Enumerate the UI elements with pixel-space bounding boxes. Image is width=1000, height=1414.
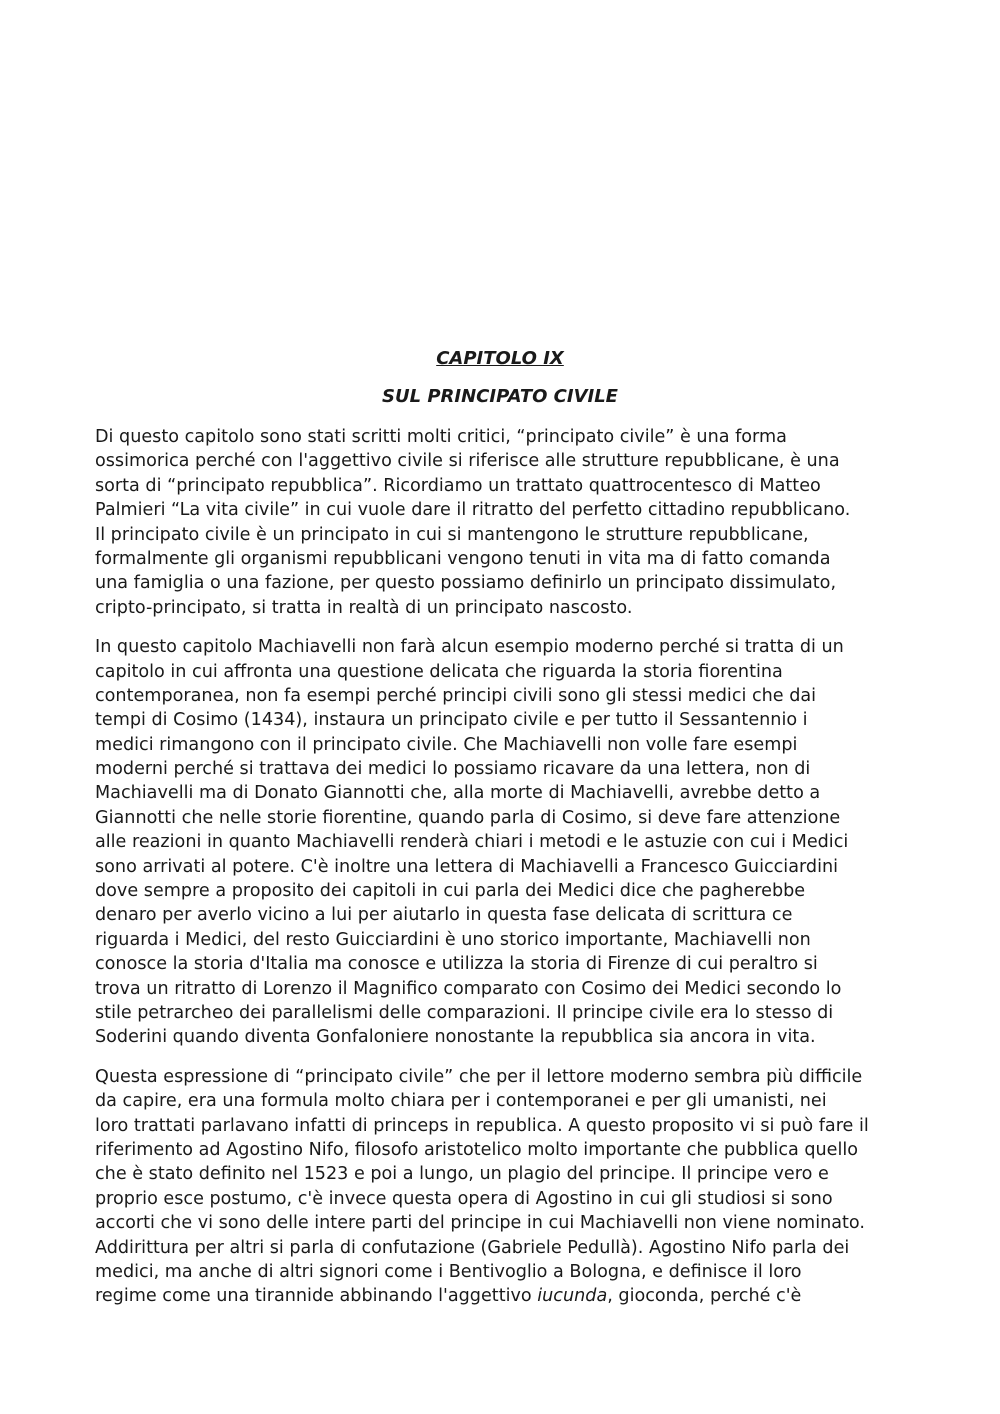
- paragraph-2: [95, 635, 915, 1050]
- body-text: [95, 425, 915, 1324]
- text-line: accorti che vi sono delle intere parti del principe in cui Machiavelli non viene nominato.: [95, 1213, 865, 1234]
- text-line: formalmente gli organismi repubblicani vengono tenuti in vita ma di fatto comanda: [95, 548, 831, 569]
- text-line: ossimorica perché con l'aggettivo civile si riferisce alle strutture repubblicane, è una: [95, 451, 840, 472]
- text-line: Palmieri “La vita civile” in cui vuole dare il ritratto del perfetto cittadino repubblicano.: [95, 500, 851, 521]
- text-line: medici rimangono con il principato civile. Che Machiavelli non volle fare esempi: [95, 734, 798, 755]
- text-line: capitolo in cui affronta una questione delicata che riguarda la storia fiorentina: [95, 661, 783, 682]
- text-line: proprio esce postumo, c'è invece questa opera di Agostino in cui gli studiosi si sono: [95, 1188, 833, 1209]
- text-line: contemporanea, non fa esempi perché principi civili sono gli stessi medici che dai: [95, 685, 817, 706]
- text-line: cripto-principato, si tratta in realtà di un principato nascosto.: [95, 597, 633, 618]
- text-line-last: [95, 1284, 915, 1308]
- text-line: sorta di “principato repubblica”. Ricordiamo un trattato quattrocentesco di Matteo: [95, 475, 821, 496]
- text-line: medici, ma anche di altri signori come i Bentivoglio a Bologna, e definisce il loro: [95, 1261, 802, 1282]
- text-line: che è stato definito nel 1523 e poi a lungo, un plagio del principe. Il principe vero e: [95, 1164, 829, 1185]
- text-line: Soderini quando diventa Gonfaloniere nonostante la repubblica sia ancora in vita.: [95, 1027, 816, 1048]
- text-line: denaro per averlo vicino a lui per aiutarlo in questa fase delicata di scrittura ce: [95, 905, 793, 926]
- text-line: una famiglia o una fazione, per questo possiamo definirlo un principato dissimulato,: [95, 573, 837, 594]
- text-line: sono arrivati al potere. C'è inoltre una lettera di Machiavelli a Francesco Guicciardini: [95, 856, 838, 877]
- text-line: da capire, era una formula molto chiara per i contemporanei e per gli umanisti, nei: [95, 1091, 827, 1112]
- paragraph-1: [95, 425, 915, 620]
- text-line: Il principato civile è un principato in cui si mantengono le strutture repubblicane,: [95, 524, 809, 545]
- text-line: Machiavelli ma di Donato Giannotti che, alla morte di Machiavelli, avrebbe detto a: [95, 783, 821, 804]
- text-line: Giannotti che nelle storie fiorentine, quando parla di Cosimo, si deve fare attenzione: [95, 807, 841, 828]
- text-line: riferimento ad Agostino Nifo, filosofo aristotelico molto importante che pubblica quello: [95, 1139, 859, 1160]
- text-line: trova un ritratto di Lorenzo il Magnifico comparato con Cosimo dei Medici secondo lo: [95, 978, 842, 999]
- chapter-subtitle: SUL PRINCIPATO CIVILE: [382, 386, 618, 407]
- text-line: Addirittura per altri si parla di confutazione (Gabriele Pedullà). Agostino Nifo parla dei: [95, 1237, 850, 1258]
- text-line: alle reazioni in quanto Machiavelli renderà chiari i metodi e le astuzie con cui i Medici: [95, 832, 849, 853]
- text-line: conosce la storia d'Italia ma conosce e utilizza la storia di Firenze di cui peraltro si: [95, 954, 818, 975]
- text-line: tempi di Cosimo (1434), instaura un principato civile e per tutto il Sessantennio i: [95, 710, 808, 731]
- paragraph-3: [95, 1065, 915, 1309]
- chapter-title: CAPITOLO IX: [436, 348, 564, 369]
- text-line: Di questo capitolo sono stati scritti molti critici, “principato civile” è una forma: [95, 427, 787, 447]
- text-line: loro trattati parlavano infatti di princeps in republica. A questo proposito vi si può fare il: [95, 1115, 869, 1136]
- text-line: Questa espressione di “principato civile” che per il lettore moderno sembra più difficile: [95, 1066, 863, 1087]
- text-line: dove sempre a proposito dei capitoli in cui parla dei Medici dice che pagherebbe: [95, 881, 806, 902]
- text-line: riguarda i Medici, del resto Guicciardini è uno storico importante, Machiavelli non: [95, 929, 811, 950]
- text-line: moderni perché si trattava dei medici lo possiamo ricavare da una lettera, non di: [95, 759, 811, 780]
- text-line: stile petrarcheo dei parallelismi delle comparazioni. Il principe civile era lo stesso di: [95, 1002, 834, 1023]
- text-line: In questo capitolo Machiavelli non farà alcun esempio moderno perché si tratta di un: [95, 637, 844, 658]
- text-segment: , gioconda, perché c'è: [607, 1286, 802, 1307]
- italic-word: iucunda: [537, 1286, 608, 1307]
- text-segment: regime come una tirannide abbinando l'aggettivo: [95, 1286, 538, 1307]
